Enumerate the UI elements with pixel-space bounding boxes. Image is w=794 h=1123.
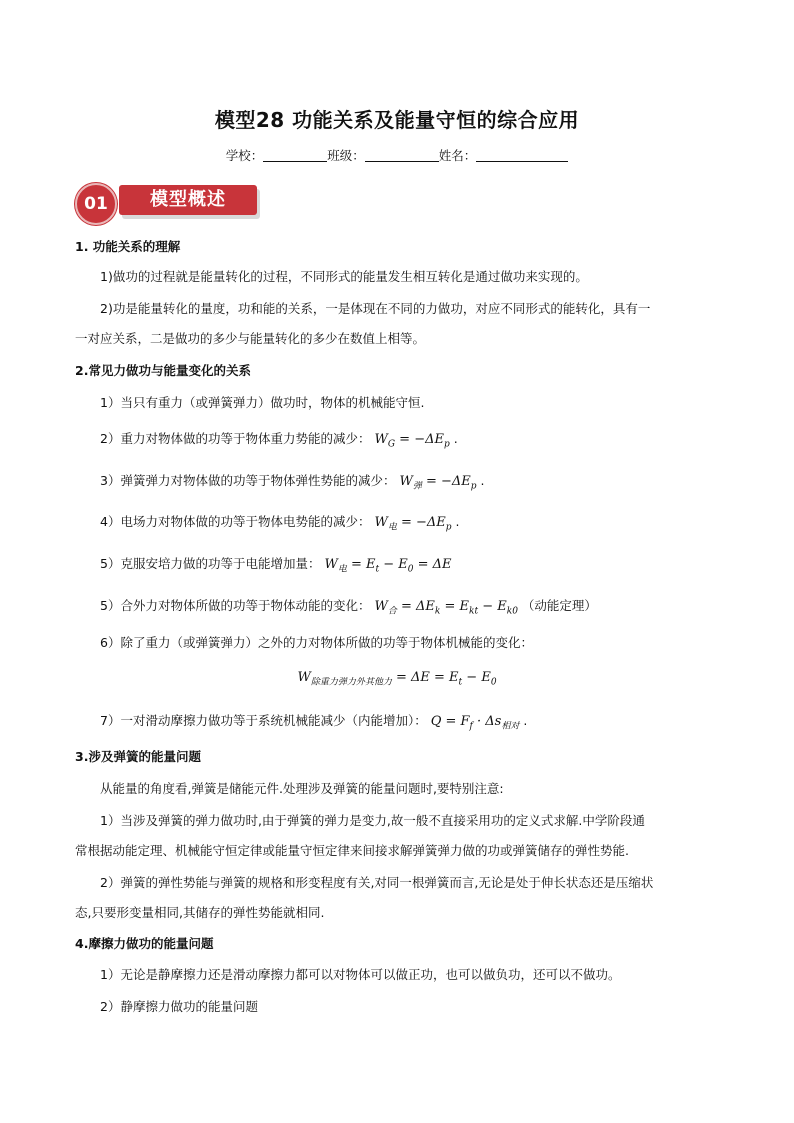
- list-item-text: 7）一对滑动摩擦力做功等于系统机械能减少（内能增加）：: [100, 713, 427, 728]
- name-label: 姓名：: [438, 148, 477, 163]
- section-label-badge: 模型概述: [119, 185, 257, 215]
- list-item-text: 3）弹簧弹力对物体做的功等于物体弹性势能的减少：: [100, 473, 396, 488]
- heading-3: 3.涉及弹簧的能量问题: [75, 749, 201, 764]
- list-item: 6）除了重力（或弹簧弹力）之外的力对物体所做的功等于物体机械能的变化：: [100, 635, 533, 650]
- heading-2: 2.常见力做功与能量变化的关系: [75, 363, 251, 378]
- paragraph: 态,只要形变量相同,其储存的弹性势能就相同.: [75, 905, 325, 920]
- formula: $W_电 = E_t - E_0 = \Delta E$: [324, 557, 452, 575]
- section-header: [75, 182, 265, 222]
- paragraph: 2)功是能量转化的量度，功和能的关系，一是体现在不同的力做功，对应不同形式的能转化，具有一: [100, 301, 651, 316]
- paragraph: 一对应关系，二是做功的多少与能量转化的多少在数值上相等。: [75, 331, 426, 346]
- list-item-text: 5）克服安培力做的功等于电能增加量：: [100, 556, 321, 571]
- list-item: 4）电场力对物体做的功等于物体电势能的减少： $W_电 = -\Delta E_p$ .: [100, 514, 460, 533]
- formula: $Q = F_f \cdot \Delta s_{相对}$: [430, 714, 520, 732]
- student-info-line: [0, 146, 794, 164]
- list-item: 7）一对滑动摩擦力做功等于系统机械能减少（内能增加）： $Q = F_f \cdot \Delta s_{相对}$ .: [100, 713, 528, 732]
- formula-note: （动能定理）: [521, 598, 597, 613]
- heading-4: 4.摩擦力做功的能量问题: [75, 936, 214, 951]
- paragraph: 2）弹簧的弹性势能与弹簧的规格和形变程度有关,对同一根弹簧而言,无论是处于伸长状态还是压缩状: [100, 875, 654, 890]
- formula: $W_电 = -\Delta E_p$: [374, 515, 452, 533]
- list-item-text: 4）电场力对物体做的功等于物体电势能的减少：: [100, 514, 371, 529]
- formula: $W_合 = \Delta E_k = E_{kt} - E_{k0}$: [374, 599, 518, 617]
- formula-block: [0, 668, 794, 692]
- list-item: 2）重力对物体做的功等于物体重力势能的减少： $W_G = -\Delta E_p$ .: [100, 431, 458, 450]
- school-label: 学校：: [225, 148, 264, 163]
- school-blank[interactable]: [263, 149, 327, 162]
- formula: $W_弹 = -\Delta E_p$: [399, 474, 477, 492]
- list-item: [100, 597, 760, 621]
- class-blank[interactable]: [365, 149, 439, 162]
- paragraph: 1)做功的过程就是能量转化的过程，不同形式的能量发生相互转化是通过做功来实现的。: [100, 269, 588, 284]
- name-blank[interactable]: [476, 149, 568, 162]
- heading-1: 1. 功能关系的理解: [75, 239, 181, 254]
- paragraph: 从能量的角度看,弹簧是储能元件.处理涉及弹簧的能量问题时,要特别注意:: [100, 781, 504, 796]
- paragraph: 1）无论是静摩擦力还是滑动摩擦力都可以对物体可以做正功，也可以做负功，还可以不做功。: [100, 967, 621, 982]
- section-number-badge: 01: [75, 183, 117, 225]
- paragraph: 常根据动能定理、机械能守恒定律或能量守恒定律来间接求解弹簧弹力做的功或弹簧储存的弹性势能.: [75, 843, 629, 858]
- list-item: [100, 555, 760, 579]
- formula: $W_{除重力弹力外其他力} = \Delta E = E_t - E_0$: [297, 670, 497, 688]
- paragraph: 1）当涉及弹簧的弹力做功时,由于弹簧的弹力是变力,故一般不直接采用功的定义式求解.中学阶段通: [100, 813, 645, 828]
- page-title: 模型28 功能关系及能量守恒的综合应用: [214, 108, 580, 132]
- paragraph: 2）静摩擦力做功的能量问题: [100, 999, 258, 1014]
- formula: $W_G = -\Delta E_p$: [374, 432, 450, 450]
- list-item-text: 5）合外力对物体所做的功等于物体动能的变化：: [100, 598, 371, 613]
- list-item-text: 2）重力对物体做的功等于物体重力势能的减少：: [100, 431, 371, 446]
- list-item: 3）弹簧弹力对物体做的功等于物体弹性势能的减少： $W_弹 = -\Delta E_p$ .: [100, 473, 485, 492]
- class-label: 班级：: [327, 148, 365, 163]
- list-item: 1）当只有重力（或弹簧弹力）做功时，物体的机械能守恒.: [100, 395, 425, 410]
